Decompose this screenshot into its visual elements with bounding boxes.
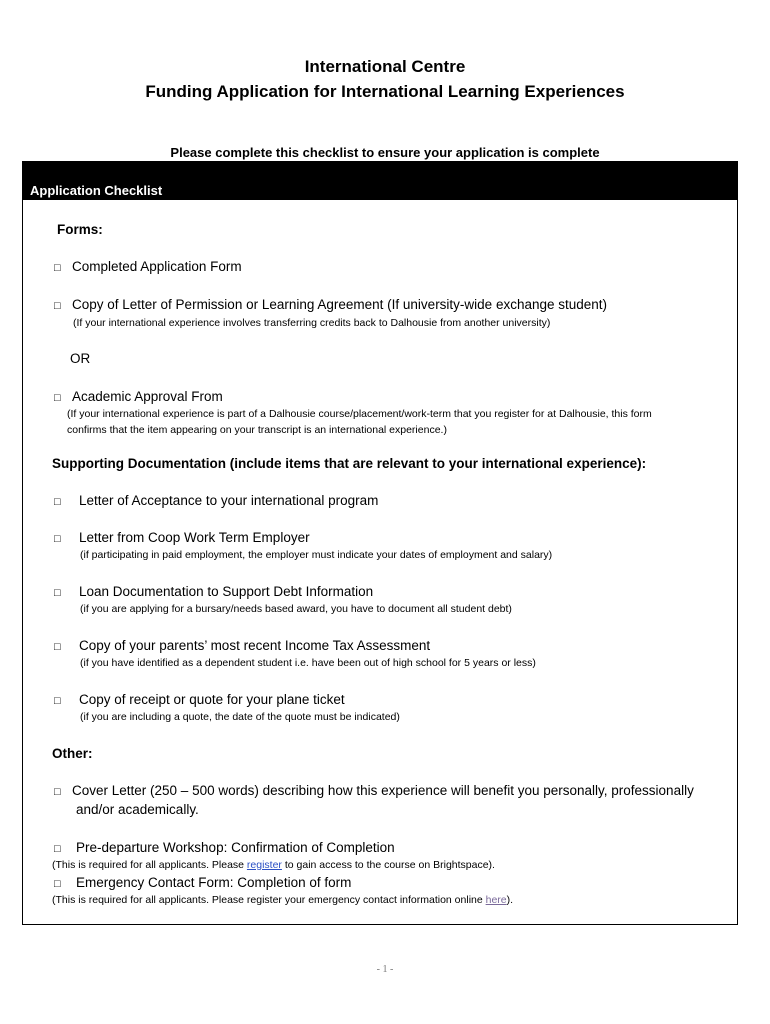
item-label: Completed Application Form — [72, 259, 242, 274]
document-title: International Centre — [304, 57, 466, 76]
checkbox-icon[interactable]: □ — [54, 533, 61, 545]
checklist-instruction: Please complete this checklist to ensure your application is complete — [170, 145, 600, 160]
item-label: Copy of your parents’ most recent Income Tax Assessment — [79, 638, 431, 653]
checklist-item-coop-employer-letter[interactable] — [54, 530, 310, 545]
item-note: (If your international experience is part of a Dalhousie course/placement/work-term that you register for at Dalhousie, this form — [67, 408, 652, 420]
checkbox-icon[interactable]: □ — [54, 786, 61, 798]
item-note — [52, 894, 513, 906]
item-note: (if you have identified as a dependent student i.e. have been out of high school for 5 years or less) — [80, 657, 536, 669]
item-label: Letter of Acceptance to your international program — [79, 493, 379, 508]
checkbox-icon[interactable]: □ — [54, 587, 61, 599]
checklist-item-letter-of-acceptance[interactable] — [54, 493, 378, 508]
item-label: Academic Approval From — [72, 389, 223, 404]
item-label-continued: and/or academically. — [76, 802, 199, 817]
supporting-documentation-heading: Supporting Documentation (include items that are relevant to your international experience): — [52, 456, 647, 471]
application-checklist-box — [22, 161, 738, 925]
checkbox-icon[interactable]: □ — [54, 878, 61, 890]
checkbox-icon[interactable]: □ — [54, 641, 61, 653]
checklist-item-income-tax-assessment[interactable] — [54, 638, 430, 653]
item-note: (If your international experience involves transferring credits back to Dalhousie from another university) — [73, 317, 551, 329]
document-subtitle: Funding Application for International Learning Experiences — [145, 82, 625, 101]
other-heading: Other: — [52, 746, 93, 761]
item-label: Letter from Coop Work Term Employer — [79, 530, 310, 545]
page-number: - 1 - — [376, 964, 394, 975]
checklist-item-plane-ticket[interactable] — [54, 692, 345, 707]
item-note: (if you are applying for a bursary/needs based award, you have to document all student debt) — [80, 603, 512, 615]
note-text: to gain access to the course on Brightspace). — [281, 859, 495, 871]
note-text: ). — [506, 894, 514, 906]
checklist-item-predeparture-workshop[interactable] — [54, 840, 395, 855]
checkbox-icon[interactable]: □ — [54, 392, 61, 404]
forms-heading: Forms: — [57, 222, 103, 237]
item-label: Emergency Contact Form: Completion of form — [76, 875, 352, 890]
checklist-item-academic-approval[interactable] — [54, 389, 223, 404]
checklist-item-loan-documentation[interactable] — [54, 584, 373, 599]
here-link[interactable]: here — [485, 894, 507, 906]
checklist-item-emergency-contact-form[interactable] — [54, 875, 351, 890]
checkbox-icon[interactable]: □ — [54, 695, 61, 707]
checklist-header-bar — [23, 162, 737, 200]
item-label: Copy of receipt or quote for your plane ticket — [79, 692, 345, 707]
checkbox-icon[interactable]: □ — [54, 843, 61, 855]
item-note: (if you are including a quote, the date of the quote must be indicated) — [80, 711, 400, 723]
note-text: (This is required for all applicants. Please — [52, 859, 247, 871]
item-label: Copy of Letter of Permission or Learning Agreement (If university-wide exchange student) — [72, 297, 608, 312]
register-link[interactable]: register — [246, 859, 282, 871]
checklist-heading: Application Checklist — [30, 183, 163, 198]
item-label: Pre-departure Workshop: Confirmation of Completion — [76, 840, 395, 855]
note-text: (This is required for all applicants. Please register your emergency contact information online — [52, 894, 486, 906]
checklist-item-letter-of-permission[interactable] — [54, 297, 607, 312]
item-label: Loan Documentation to Support Debt Information — [79, 584, 374, 599]
item-note: confirms that the item appearing on your transcript is an international experience.) — [67, 424, 447, 436]
item-label: Cover Letter (250 – 500 words) describing how this experience will benefit you personally, professionally — [72, 783, 694, 798]
item-note — [52, 859, 495, 871]
checkbox-icon[interactable]: □ — [54, 300, 61, 312]
or-separator: OR — [70, 351, 91, 366]
checklist-item-application-form[interactable] — [54, 259, 242, 274]
checkbox-icon[interactable]: □ — [54, 496, 61, 508]
checkbox-icon[interactable]: □ — [54, 262, 61, 274]
checklist-item-cover-letter[interactable] — [54, 783, 694, 798]
item-note: (if participating in paid employment, the employer must indicate your dates of employment and salary) — [80, 549, 553, 561]
